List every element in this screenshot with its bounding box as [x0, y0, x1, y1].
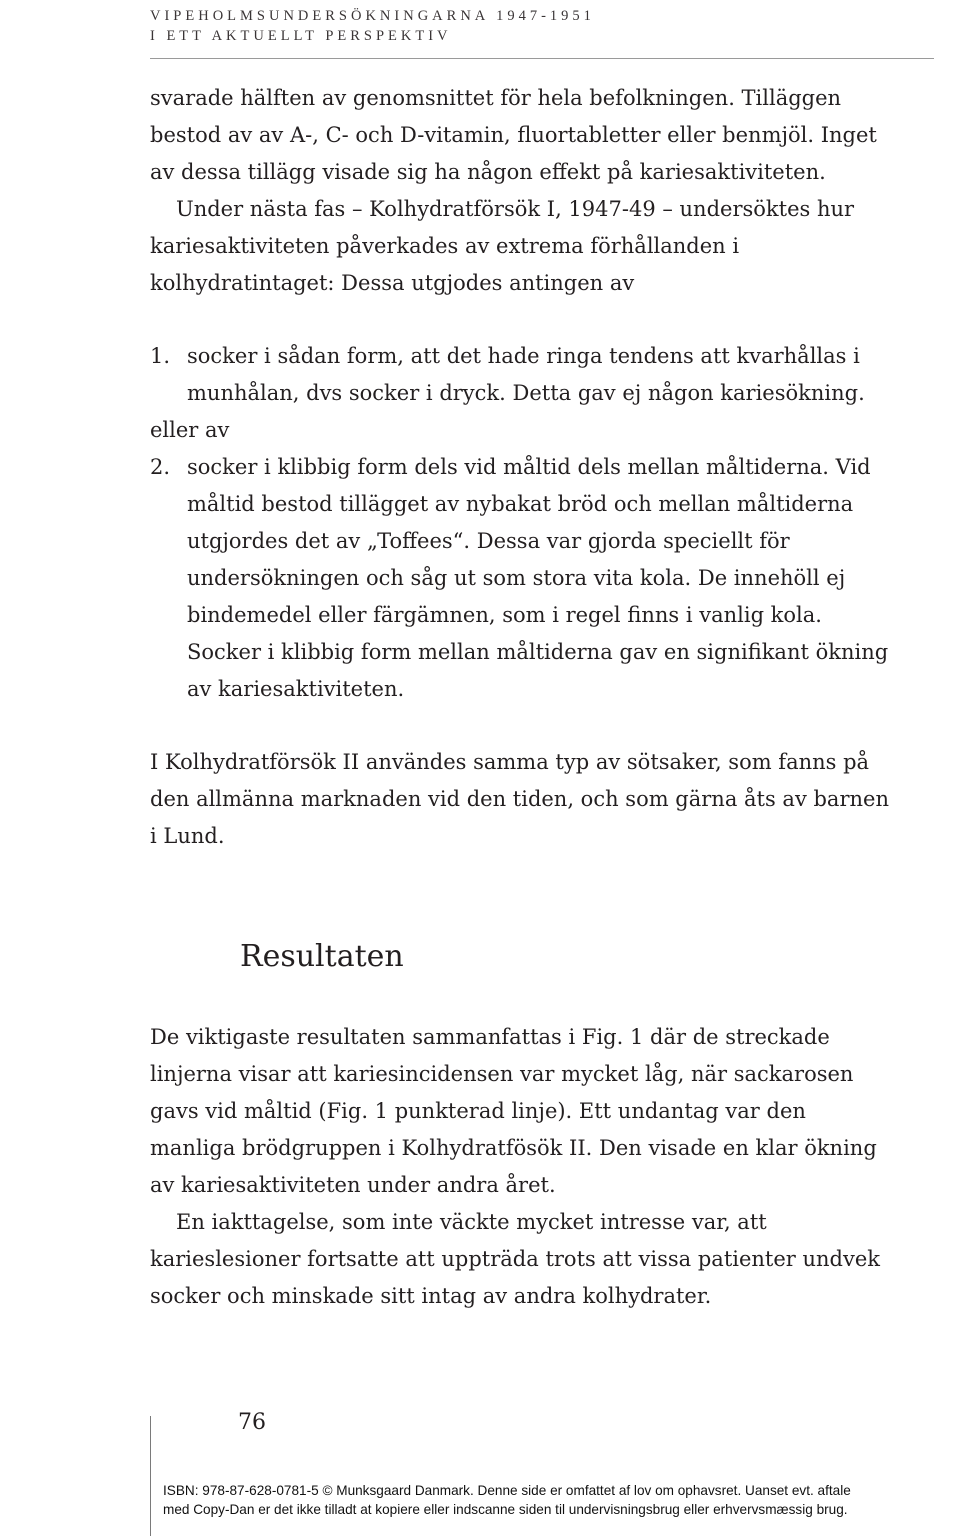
list-connector: eller av — [150, 418, 230, 442]
list-item-text: socker i sådan form, att det hade ringa tendens att kvarhållas i munhålan, dvs socker i dryck. Detta gav ej någon kariesökning. — [187, 344, 865, 405]
paragraph-3: I Kolhydratförsök II användes samma typ av sötsaker, som fanns på den allmänna marknaden vid den tiden, och som gärna åts av barnen i Lund. — [150, 750, 889, 848]
running-header-subtitle: I ETT AKTUELLT PERSPEKTIV — [150, 28, 452, 44]
footer-vertical-rule — [150, 1416, 151, 1536]
running-header — [150, 6, 595, 46]
page-body — [150, 80, 890, 1315]
list-item-number: 2. — [150, 455, 171, 479]
header-rule — [150, 58, 934, 59]
copyright-line-1: ISBN: 978-87-628-0781-5 © Munksgaard Danmark. Denne side er omfattet af lov om ophavsret. Uanset evt. aftale — [163, 1483, 851, 1498]
list-item-number: 1. — [150, 344, 171, 368]
copyright-line-2: med Copy-Dan er det ikke tilladt at kopiere eller indscanne siden til undervisningsbrug eller erhvervsmæssig brug. — [163, 1502, 848, 1517]
numbered-list — [150, 338, 890, 708]
page-number: 76 — [238, 1410, 266, 1435]
list-item — [150, 449, 890, 708]
list-item-text: socker i klibbig form dels vid måltid dels mellan måltiderna. Vid måltid bestod tillägget av nybakat bröd och mellan måltiderna utgjordes det av „Toffees“. Dessa var gjorda speciellt för undersökningen och såg ut som stora vita kola. De innehöll ej bindemedel eller färgämnen, som i regel finns i vanlig kola. Socker i klibbig form mellan måltiderna gav en signifikant ökning av kariesaktiviteten. — [187, 455, 889, 701]
list-item — [150, 338, 890, 412]
paragraph-1: svarade hälften av genomsnittet för hela befolkningen. Tilläggen bestod av av A-, C- och D-vitamin, fluortabletter eller benmjöl. Inget av dessa tillägg visade sig ha någon effekt på kariesaktiviteten. — [150, 86, 877, 184]
paragraph-4: De viktigaste resultaten sammanfattas i Fig. 1 där de streckade linjerna visar att kariesincidensen var mycket låg, när sackarosen gavs vid måltid (Fig. 1 punkterad linje). Ett undantag var den manliga brödgruppen i Kolhydratfösök II. Den visade en klar ökning av kariesaktiviteten under andra året. — [150, 1025, 877, 1197]
paragraph-2: Under nästa fas – Kolhydratförsök I, 1947-49 – undersöktes hur kariesaktiviteten påverkades av extrema förhållanden i kolhydratintaget: Dessa utgjodes antingen av — [150, 197, 855, 295]
section-heading: Resultaten — [240, 939, 404, 974]
copyright-footer — [163, 1481, 960, 1519]
paragraph-5: En iakttagelse, som inte väckte mycket intresse var, att karieslesioner fortsatte att uppträda trots att vissa patienter undvek socker och minskade sitt intag av andra kolhydrater. — [150, 1210, 881, 1308]
running-header-title: VIPEHOLMSUNDERSÖKNINGARNA 1947-1951 — [150, 8, 595, 24]
